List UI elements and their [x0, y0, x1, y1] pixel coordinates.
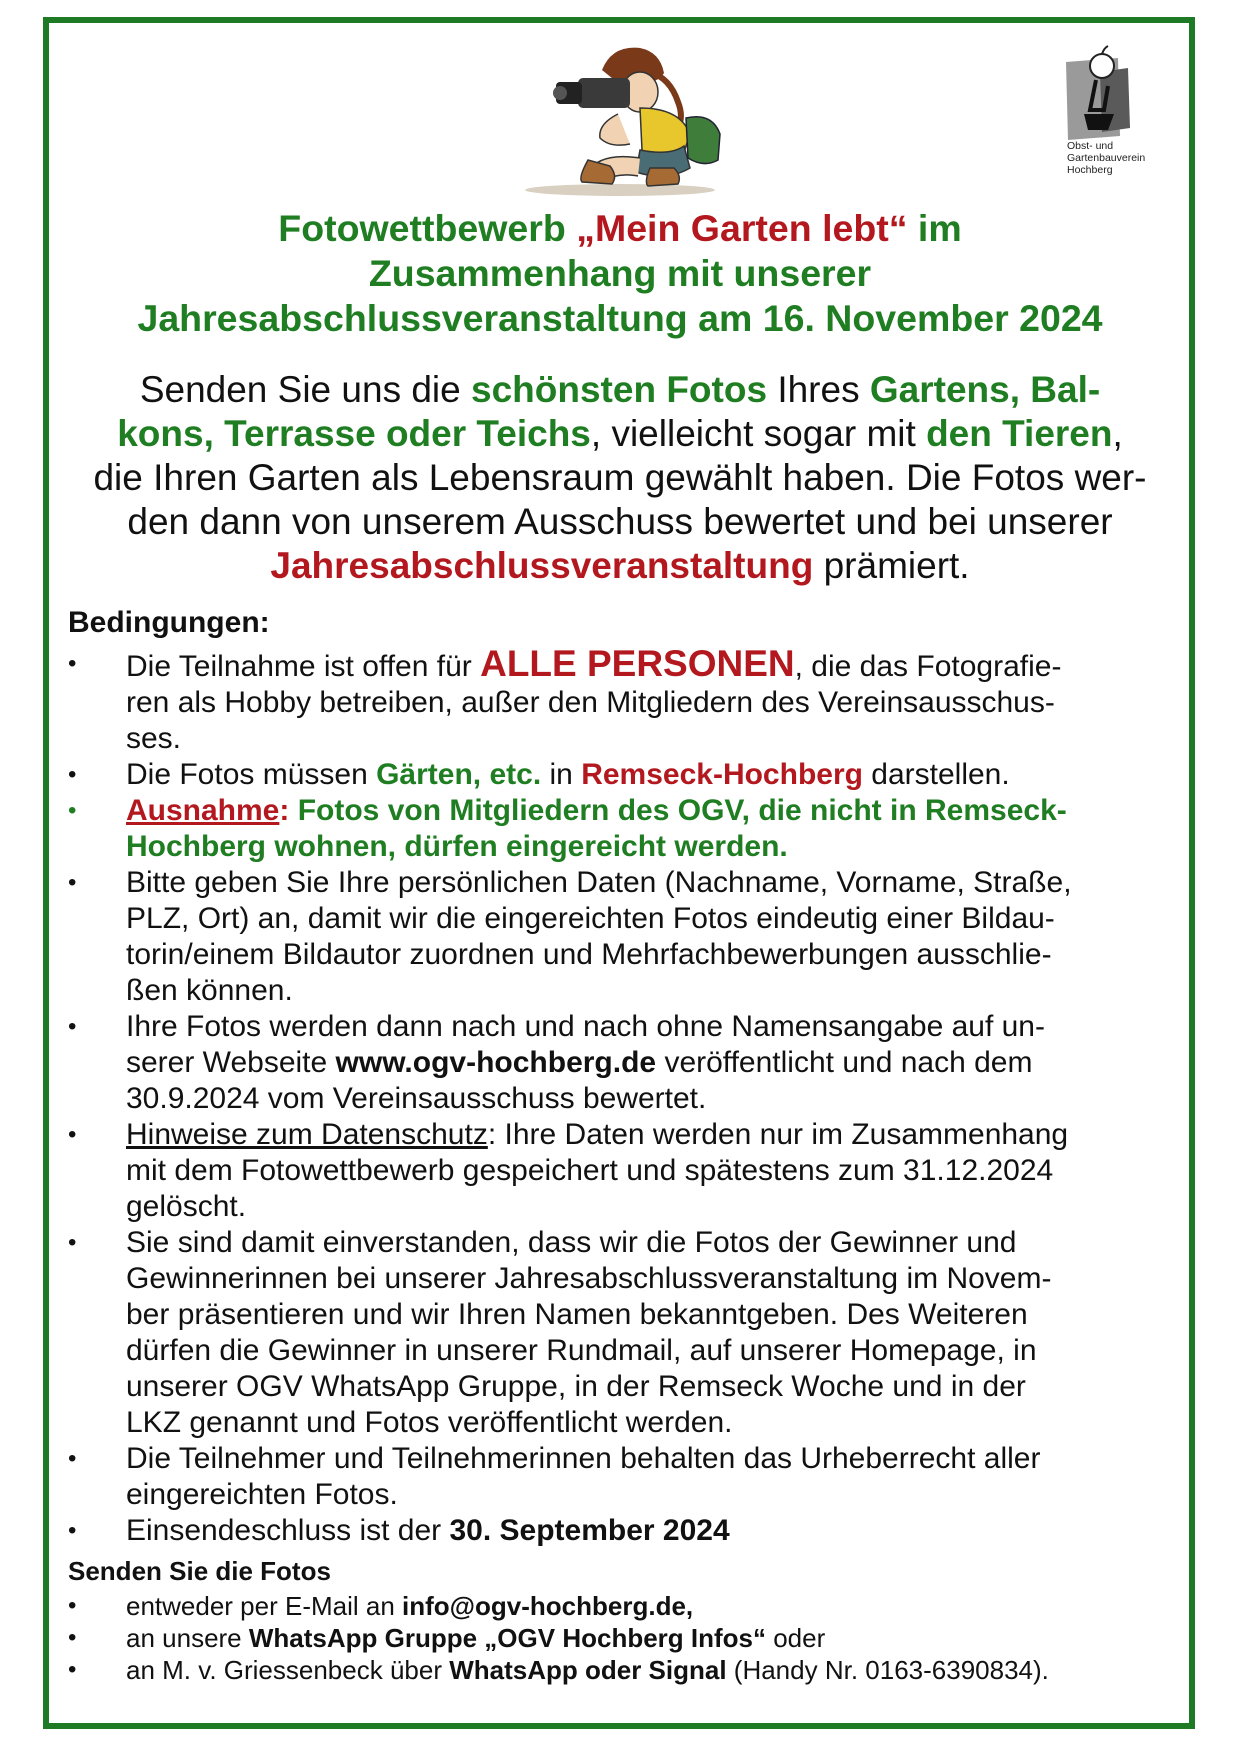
condition-text: Bitte geben Sie Ihre persönlichen Daten (Nachname, Vorname, Straße,	[126, 866, 1072, 899]
condition-text: dürfen die Gewinner in unserer Rundmail, auf unserer Homepage, in	[126, 1334, 1037, 1367]
condition-item	[68, 1513, 1178, 1549]
intro-text: prämiert.	[813, 545, 970, 586]
intro-paragraph	[62, 368, 1178, 588]
whatsapp-group-name: WhatsApp Gruppe „OGV Hochberg Infos“	[248, 1623, 766, 1653]
intro-text: , vielleicht sogar mit	[590, 413, 927, 454]
intro-event-name: Jahresabschlussveranstaltung	[270, 545, 814, 586]
condition-text: 30.9.2024 vom Vereinsausschuss bewertet.	[126, 1082, 707, 1115]
send-heading: Senden Sie die Fotos	[68, 1556, 331, 1586]
condition-text: , die das Fotografie-	[794, 650, 1062, 683]
condition-text: in	[541, 758, 582, 791]
condition-item	[68, 757, 1178, 793]
website-link[interactable]: www.ogv-hochberg.de	[335, 1046, 657, 1079]
condition-text: gelöscht.	[126, 1190, 247, 1223]
condition-text: LKZ genannt und Fotos veröffentlicht werden.	[126, 1406, 733, 1439]
send-text: entweder per E-Mail an	[126, 1591, 403, 1621]
send-text: an unsere	[126, 1623, 249, 1653]
condition-text: Die Fotos müssen	[126, 758, 377, 791]
condition-text: eingereichten Fotos.	[126, 1478, 398, 1511]
location-highlight: Remseck-Hochberg	[581, 758, 863, 791]
condition-text: Sie sind damit einverstanden, dass wir die Fotos der Gewinner und	[126, 1226, 1017, 1259]
page-title	[60, 206, 1180, 341]
send-method-whatsapp-group	[68, 1622, 1178, 1654]
intro-text: Ihres	[767, 369, 870, 410]
email-link[interactable]: info@ogv-hochberg.de,	[402, 1591, 694, 1621]
title-line-3: Jahresabschlussveranstaltung am 16. November 2024	[137, 297, 1103, 339]
title-contest-name: „Mein Garten lebt“	[576, 207, 908, 249]
condition-text: ber präsentieren und wir Ihren Namen bekanntgeben. Des Weiteren	[126, 1298, 1028, 1331]
lens-glass	[553, 86, 567, 100]
condition-item	[68, 643, 1178, 757]
condition-highlight: Hochberg wohnen, dürfen eingereicht werden.	[126, 830, 788, 863]
condition-text: Die Teilnahme ist offen für	[126, 650, 481, 683]
condition-text: serer Webseite	[126, 1046, 336, 1079]
condition-highlight: Gärten, etc.	[376, 758, 542, 791]
condition-item	[68, 793, 1178, 865]
title-line-2: Zusammenhang mit unserer	[368, 252, 872, 294]
all-persons-highlight: ALLE PERSONEN	[480, 643, 795, 684]
condition-text: unserer OGV WhatsApp Gruppe, in der Remseck Woche und in der	[126, 1370, 1026, 1403]
condition-text: veröffentlicht und nach dem	[656, 1046, 1033, 1079]
intro-text: Senden Sie uns die	[139, 369, 472, 410]
title-part-1: Fotowettbewerb	[278, 207, 577, 249]
condition-item	[68, 1225, 1178, 1441]
intro-text: ,	[1112, 413, 1123, 454]
conditions-list	[68, 643, 1178, 1549]
send-methods-list	[68, 1590, 1178, 1686]
condition-text: ßen können.	[126, 974, 293, 1007]
condition-text: ses.	[126, 722, 182, 755]
intro-text: die Ihren Garten als Lebensraum gewählt haben. Die Fotos wer-	[93, 457, 1147, 498]
condition-text: Die Teilnehmer und Teilnehmerinnen behalten das Urheberrecht aller	[126, 1442, 1041, 1475]
right-boot	[646, 168, 679, 186]
send-text: an M. v. Griessenbeck über	[126, 1655, 450, 1685]
send-method-email	[68, 1590, 1178, 1622]
condition-item	[68, 1117, 1178, 1225]
condition-text: : Ihre Daten werden nur im Zusammenhang	[487, 1118, 1069, 1151]
intro-highlight: Gartens, Bal-	[869, 369, 1101, 410]
club-logo-text	[1067, 140, 1167, 176]
condition-text: PLZ, Ort) an, damit wir die eingereichten Fotos eindeutig einer Bildau-	[126, 902, 1055, 935]
camera-body	[578, 78, 630, 108]
condition-text: mit dem Fotowettbewerb gespeichert und spätestens zum 31.12.2024	[126, 1154, 1054, 1187]
conditions-heading: Bedingungen:	[68, 606, 270, 639]
intro-text: den dann von unserem Ausschuss bewertet und bei unserer	[127, 501, 1113, 542]
condition-item	[68, 1009, 1178, 1117]
arm	[600, 114, 630, 145]
send-method-messenger	[68, 1654, 1178, 1686]
condition-text: Gewinnerinnen bei unserer Jahresabschlussveranstaltung im Novem-	[126, 1262, 1052, 1295]
intro-highlight: den Tieren	[926, 413, 1113, 454]
apple-icon	[1090, 54, 1114, 78]
send-text: oder	[766, 1623, 826, 1653]
condition-text: darstellen.	[862, 758, 1010, 791]
logo-line-2: Gartenbauverein	[1067, 152, 1146, 164]
logo-line-1: Obst- und	[1067, 140, 1114, 152]
title-part-3: im	[907, 207, 962, 249]
exception-label: Ausnahme	[126, 794, 280, 827]
messenger-names: WhatsApp oder Signal	[449, 1655, 727, 1685]
apple-stem	[1102, 46, 1108, 54]
condition-text: Ihre Fotos werden dann nach und nach ohne Namensangabe auf un-	[126, 1010, 1045, 1043]
privacy-label: Hinweise zum Datenschutz	[126, 1118, 488, 1151]
condition-text: Einsendeschluss ist der	[126, 1514, 450, 1547]
photographer-illustration	[490, 22, 750, 202]
send-text: (Handy Nr. 0163-6390834).	[726, 1655, 1049, 1685]
logo-line-3: Hochberg	[1067, 164, 1113, 176]
intro-highlight: schönsten Fotos	[471, 369, 768, 410]
intro-highlight: kons, Terrasse oder Teichs	[117, 413, 591, 454]
deadline-date: 30. September 2024	[449, 1514, 730, 1547]
condition-text: ren als Hobby betreiben, außer den Mitgliedern des Vereinsausschus-	[126, 686, 1055, 719]
condition-text: :	[279, 794, 290, 827]
condition-text: torin/einem Bildautor zuordnen und Mehrfachbewerbungen ausschlie-	[126, 938, 1052, 971]
backpack	[686, 117, 720, 164]
ground-shadow	[525, 184, 715, 196]
condition-item	[68, 1441, 1178, 1513]
condition-item	[68, 865, 1178, 1009]
condition-highlight: Fotos von Mitgliedern des OGV, die nicht in Remseck-	[289, 794, 1067, 827]
